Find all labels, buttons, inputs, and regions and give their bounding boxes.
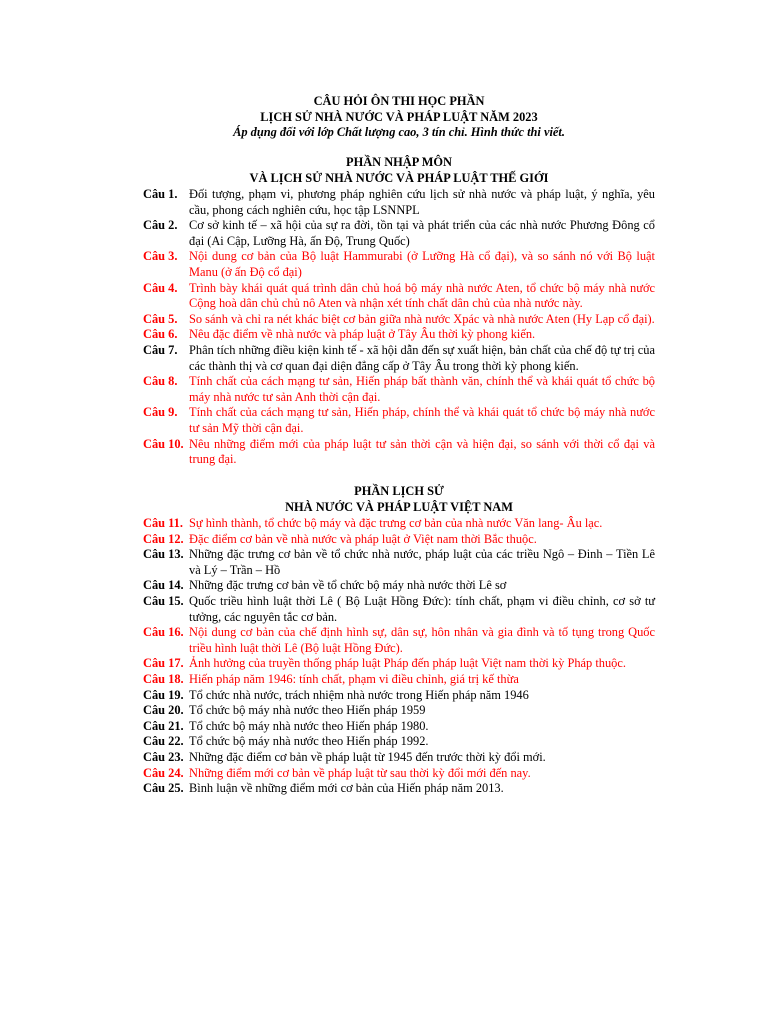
question-item [143,672,655,688]
question-item [143,516,655,532]
section-2-title-1: PHẦN LỊCH SỬ [354,484,444,498]
header-line-3: Áp dụng đối với lớp Chất lượng cao, 3 tín chỉ. Hình thức thi viết. [233,125,565,140]
question-item [143,688,655,704]
section-1-title-2: VÀ LỊCH SỬ NHÀ NƯỚC VÀ PHÁP LUẬT THẾ GIỚI [249,170,549,185]
question-text: Ảnh hưởng của truyền thống pháp luật Pháp đến pháp luật Việt nam thời kỳ Pháp thuộc. [189,656,626,671]
question-item [143,281,655,312]
question-item [143,405,655,436]
question-item [143,656,655,672]
question-item [143,625,655,656]
question-text: Bình luận về những điểm mới cơ bản của Hiến pháp năm 2013. [189,781,504,796]
header-line-2: LỊCH SỬ NHÀ NƯỚC VÀ PHÁP LUẬT NĂM 2023 [260,109,538,124]
question-item [143,703,655,719]
question-item [143,532,655,548]
question-list-section-2 [143,516,655,797]
question-number: Câu 22. [143,734,184,749]
section-2-title-2: NHÀ NƯỚC VÀ PHÁP LUẬT VIỆT NAM [285,499,513,514]
question-item [143,547,655,578]
question-item [143,594,655,625]
question-text: Tổ chức bộ máy nhà nước theo Hiến pháp 1959 [189,703,426,718]
question-number: Câu 7. [143,342,178,357]
question-item [143,734,655,750]
question-number: Câu 9. [143,405,178,420]
question-text: Tổ chức nhà nước, trách nhiệm nhà nước trong Hiến pháp năm 1946 [189,687,529,702]
question-number: Câu 25. [143,781,184,796]
question-number: Câu 19. [143,687,184,702]
question-item [143,374,655,405]
question-text: Những điểm mới cơ bản về pháp luật từ sau thời kỳ đổi mới đến nay. [189,765,531,780]
question-text: Hiến pháp năm 1946: tính chất, phạm vi điều chỉnh, giá trị kế thừa [189,671,519,686]
question-item [143,437,655,468]
question-number: Câu 20. [143,703,184,718]
question-number: Câu 10. [143,436,184,451]
question-text: Những đặc trưng cơ bản về tổ chức bộ máy nhà nước thời Lê sơ [189,578,507,593]
question-text: Tính chất của cách mạng tư sản, Hiến pháp bất thành văn, chính thể và khái quát tổ chức bộ máy nhà nước tư sản Anh thời cận đại. [189,374,655,404]
question-number: Câu 13. [143,547,184,562]
question-item [143,766,655,782]
question-text: Sự hình thành, tổ chức bộ máy và đặc trưng cơ bản của nhà nước Văn lang- Âu lạc. [189,516,603,530]
document-header [0,94,768,141]
question-text: Tổ chức bộ máy nhà nước theo Hiến pháp 1980. [189,718,429,733]
question-text: Nội dung cơ bản của Bộ luật Hammurabi (ở Lưỡng Hà cổ đại), và so sánh nó với Bộ luật Manu (ở ấn Độ cổ đại) [189,249,655,279]
question-number: Câu 17. [143,656,184,671]
question-text: Đặc điểm cơ bản về nhà nước và pháp luật ở Việt nam thời Bắc thuộc. [189,531,537,546]
section-1-title-1: PHẦN NHẬP MÔN [346,155,452,169]
question-text: Những đặc điểm cơ bản về pháp luật từ 1945 đến trước thời kỳ đổi mới. [189,749,546,764]
question-number: Câu 18. [143,671,184,686]
question-item [143,312,655,328]
question-number: Câu 24. [143,765,184,780]
question-text: So sánh và chỉ ra nét khác biệt cơ bản giữa nhà nước Xpác và nhà nước Aten (Hy Lạp cổ đại). [189,311,655,326]
question-number: Câu 8. [143,374,178,389]
question-number: Câu 15. [143,593,184,608]
question-text: Tính chất của cách mạng tư sản, Hiến pháp, chính thể và khái quát tổ chức bộ máy nhà nước tư sản Mỹ thời cận đại. [189,405,655,435]
question-text: Nêu đặc điểm về nhà nước và pháp luật ở Tây Âu thời kỳ phong kiến. [189,327,536,342]
header-line-1: CÂU HỎI ÔN THI HỌC PHẦN [313,94,485,108]
question-text: Những đặc trưng cơ bản về tổ chức nhà nước, pháp luật của các triều Ngô – Đinh – Tiền Lê và Lý – Trần – Hồ [189,547,655,577]
question-item [143,218,655,249]
question-text: Tổ chức bộ máy nhà nước theo Hiến pháp 1992. [189,734,429,749]
question-item [143,781,655,797]
question-text: Đối tượng, phạm vi, phương pháp nghiên cứu lịch sử nhà nước và pháp luật, ý nghĩa, yêu cầu, phong cách nghiên cứu, học tập LSNNPL [189,187,655,217]
question-item [143,249,655,280]
question-number: Câu 2. [143,218,178,233]
section-2-heading [0,484,768,515]
question-text: Nội dung cơ bản của chế định hình sự, dân sự, hôn nhân và gia đình và tố tụng trong Quốc triều hình luật thời Lê (Bộ luật Hồng Đức). [189,625,655,655]
question-number: Câu 11. [143,516,183,530]
question-number: Câu 3. [143,249,178,264]
question-number: Câu 23. [143,749,184,764]
question-text: Quốc triều hình luật thời Lê ( Bộ Luật Hồng Đức): tính chất, phạm vi điều chỉnh, cơ sở tư tưởng, các nguyên tắc cơ bản. [189,593,655,624]
question-text: Cơ sở kinh tế – xã hội của sự ra đời, tồn tại và phát triển của các nhà nước Phương Đông cổ đại (Ai Cập, Lưỡng Hà, ấn Độ, Trung Quốc) [189,218,655,248]
question-number: Câu 1. [143,187,178,201]
question-number: Câu 5. [143,311,178,326]
question-text: Trình bày khái quát quá trình dân chủ hoá bộ máy nhà nước Aten, tổ chức bộ máy nhà nước Cộng hoà dân chủ chủ nô Aten và nhận xét tính chất dân chủ của nhà nước này. [189,280,655,311]
question-text: Nêu những điểm mới của pháp luật tư sản thời cận và hiện đại, so sánh với thời cổ đại và trung đại. [189,436,655,467]
question-item [143,578,655,594]
question-item [143,327,655,343]
question-number: Câu 12. [143,531,184,546]
section-1-heading [0,155,768,186]
question-number: Câu 21. [143,718,184,733]
question-item [143,187,655,218]
question-item [143,750,655,766]
question-number: Câu 4. [143,280,178,295]
question-item [143,719,655,735]
question-number: Câu 14. [143,578,184,593]
question-number: Câu 6. [143,327,178,342]
question-text: Phân tích những điều kiện kinh tế - xã hội dẫn đến sự xuất hiện, bản chất của chế độ tự trị của các thành thị và cơ quan đại diện đẳng cấp ở Tây Âu trong thời kỳ phong kiến. [189,342,655,373]
question-number: Câu 16. [143,625,184,640]
question-item [143,343,655,374]
question-list-section-1 [143,187,655,468]
